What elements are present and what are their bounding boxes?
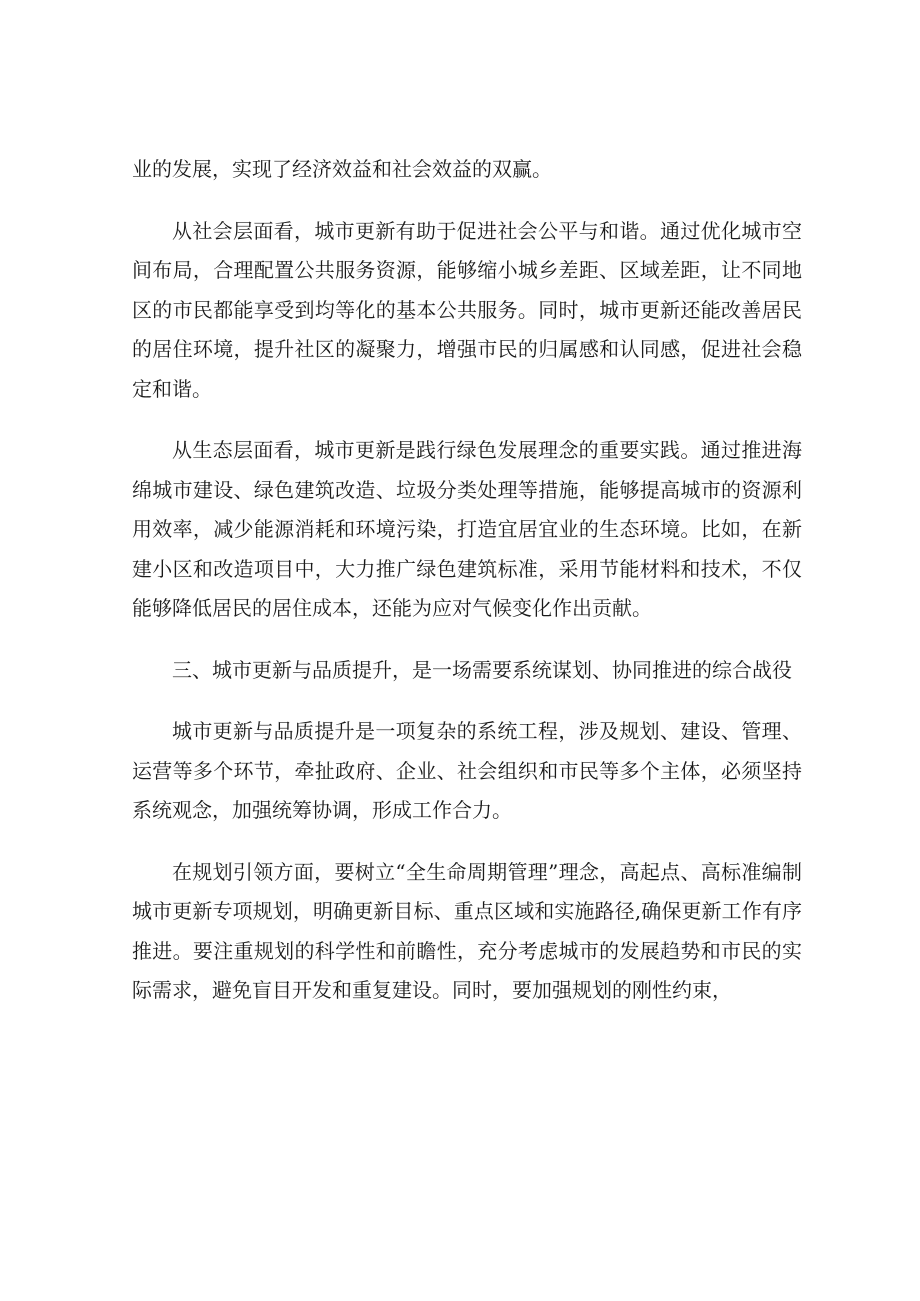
paragraph-continuation: 业的发展，实现了经济效益和社会效益的双赢。 <box>132 157 552 181</box>
paragraph-system-engineering: 城市更新与品质提升是一项复杂的系统工程，涉及规划、建设、管理、运营等多个环节，牵扯政府、企业、社会组织和市民等多个主体，必须坚持系统观念，加强统筹协调，形成工作合力。 <box>132 719 802 822</box>
paragraph-social-level: 从社会层面看，城市更新有助于促进社会公平与和谐。通过优化城市空间布局，合理配置公共服务资源，能够缩小城乡差距、区域差距，让不同地区的市民都能享受到均等化的基本公共服务。同时，城市更新还能改善居民的居住环境，提升社区的凝聚力，增强市民的归属感和认同感，促进社会稳定和谐。 <box>132 218 802 401</box>
paragraph-planning-guidance: 在规划引领方面，要树立“全生命周期管理”理念，高起点、高标准编制城市更新专项规划，明确更新目标、重点区域和实施路径,确保更新工作有序推进。要注重规划的科学性和前瞻性，充分考虑城市的发展趋势和市民的实际需求，避免盲目开发和重复建设。同时，要加强规划的刚性约束， <box>132 859 802 1002</box>
paragraph-ecological-level: 从生态层面看，城市更新是践行绿色发展理念的重要实践。通过推进海绵城市建设、绿色建筑改造、垃圾分类处理等措施，能够提高城市的资源利用效率，减少能源消耗和环境污染，打造宜居宜业的生态环境。比如，在新建小区和改造项目中，大力推广绿色建筑标准，采用节能材料和技术，不仅能够降低居民的居住成本，还能为应对气候变化作出贡献。 <box>132 438 802 620</box>
document-body <box>132 150 802 1033</box>
section-heading-three: 三、城市更新与品质提升，是一场需要系统谋划、协同推进的综合战役 <box>172 657 792 682</box>
